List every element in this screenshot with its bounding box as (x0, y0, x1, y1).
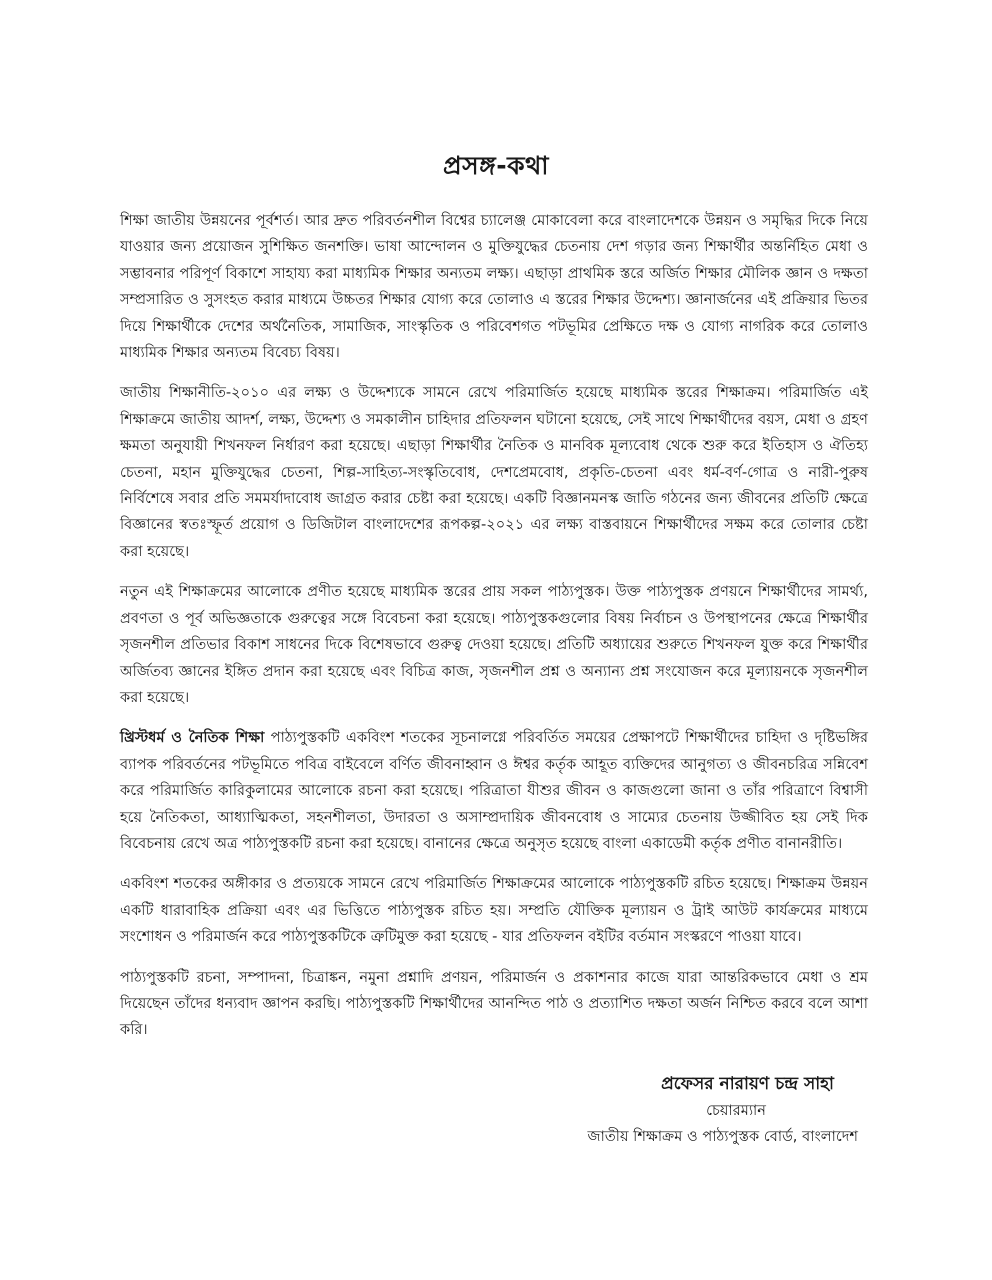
book-title-inline: খ্রিস্টধর্ম ও নৈতিক শিক্ষা (120, 729, 265, 747)
body-text (120, 208, 868, 1058)
paragraph-4-text: পাঠ্যপুস্তকটি একবিংশ শতকের সূচনালগ্নে পরিবর্তিত সময়ের প্রেক্ষাপটে শিক্ষার্থীদের চাহিদা ও দৃষ্টিভঙ্গির ব্যাপক পরিবর্তনের পটভূমিতে পবিত্র বাইবেলে বর্ণিত জীবনাহ্বান ও ঈশ্বর কর্তৃক আহূত ব্যক্তিদের আনুগত্য ও জীবনচরিত্র সন্নিবেশ করে পরিমার্জিত কারিকুলামের আলোকে রচনা করা হয়েছে। পরিত্রাতা যীশুর জীবন ও কাজগুলো জানা ও তাঁর পরিত্রাণে বিশ্বাসী হয়ে নৈতিকতা, আধ্যাত্মিকতা, সহনশীলতা, উদারতা ও অসাম্প্রদায়িক জীবনবোধ ও সাম্যের চেতনায় উজ্জীবিত হয় সেই দিক বিবেচনায় রেখে অত্র পাঠ্যপুস্তকটি রচনা করা হয়েছে। বানানের ক্ষেত্রে অনুসৃত হয়েছে বাংলা একাডেমী কর্তৃক প্রণীত বানানরীতি। (120, 729, 868, 852)
paragraph-5: একবিংশ শতকের অঙ্গীকার ও প্রত্যয়কে সামনে রেখে পরিমার্জিত শিক্ষাক্রমের আলোকে পাঠ্যপুস্তকটি রচিত হয়েছে। শিক্ষাক্রম উন্নয়ন একটি ধারাবাহিক প্রক্রিয়া এবং এর ভিত্তিতে পাঠ্যপুস্তক রচিত হয়। সম্প্রতি যৌক্তিক মূল্যায়ন ও ট্রাই আউট কার্যক্রমের মাধ্যমে সংশোধন ও পরিমার্জন করে পাঠ্যপুস্তকটিকে ত্রুটিমুক্ত করা হয়েছে - যার প্রতিফলন বইটির বর্তমান সংস্করণে পাওয়া যাবে। (120, 875, 868, 946)
paragraph-3: নতুন এই শিক্ষাক্রমের আলোকে প্রণীত হয়েছে মাধ্যমিক স্তরের প্রায় সকল পাঠ্যপুস্তক। উক্ত পাঠ্যপুস্তক প্রণয়নে শিক্ষার্থীদের সামর্থ্য, প্রবণতা ও পূর্ব অভিজ্ঞতাকে গুরুত্বের সঙ্গে বিবেচনা করা হয়েছে। পাঠ্যপুস্তকগুলোর বিষয় নির্বাচন ও উপস্থাপনের ক্ষেত্রে শিক্ষার্থীর সৃজনশীল প্রতিভার বিকাশ সাধনের দিকে বিশেষভাবে গুরুত্ব দেওয়া হয়েছে। প্রতিটি অধ্যায়ের শুরুতে শিখনফল যুক্ত করে শিক্ষার্থীর অর্জিতব্য জ্ঞানের ইঙ্গিত প্রদান করা হয়েছে এবং বিচিত্র কাজ, সৃজনশীল প্রশ্ন ও অন্যান্য প্রশ্ন সংযোজন করে মূল্যায়নকে সৃজনশীল করা হয়েছে। (120, 583, 868, 706)
paragraph-4 (120, 725, 868, 857)
paragraph-2: জাতীয় শিক্ষানীতি-২০১০ এর লক্ষ্য ও উদ্দেশ্যকে সামনে রেখে পরিমার্জিত হয়েছে মাধ্যমিক স্তরের শিক্ষাক্রম। পরিমার্জিত এই শিক্ষাক্রমে জাতীয় আদর্শ, লক্ষ্য, উদ্দেশ্য ও সমকালীন চাহিদার প্রতিফলন ঘটানো হয়েছে, সেই সাথে শিক্ষার্থীদের বয়স, মেধা ও গ্রহণ ক্ষমতা অনুযায়ী শিখনফল নির্ধারণ করা হয়েছে। এছাড়া শিক্ষার্থীর নৈতিক ও মানবিক মূল্যবোধ থেকে শুরু করে ইতিহাস ও ঐতিহ্য চেতনা, মহান মুক্তিযুদ্ধের চেতনা, শিল্প-সাহিত্য-সংস্কৃতিবোধ, দেশপ্রেমবোধ, প্রকৃতি-চেতনা এবং ধর্ম-বর্ণ-গোত্র ও নারী-পুরুষ নির্বিশেষে সবার প্রতি সমমর্যাদাবোধ জাগ্রত করার চেষ্টা করা হয়েছে। একটি বিজ্ঞানমনস্ক জাতি গঠনের জন্য জীবনের প্রতিটি ক্ষেত্রে বিজ্ঞানের স্বতঃস্ফূর্ত প্রয়োগ ও ডিজিটাল বাংলাদেশের রূপকল্প-২০২১ এর লক্ষ্য বাস্তবায়নে শিক্ষার্থীদের সক্ষম করে তোলার চেষ্টা করা হয়েছে। (120, 384, 868, 560)
signatory-organization: জাতীয় শিক্ষাক্রম ও পাঠ্যপুস্তক বোর্ড, বাংলাদেশ (587, 1128, 858, 1145)
paragraph-6: পাঠ্যপুস্তকটি রচনা, সম্পাদনা, চিত্রাঙ্কন, নমুনা প্রশ্নাদি প্রণয়ন, পরিমার্জন ও প্রকাশনার কাজে যারা আন্তরিকভাবে মেধা ও শ্রম দিয়েছেন তাঁদের ধন্যবাদ জ্ঞাপন করছি। পাঠ্যপুস্তকটি শিক্ষার্থীদের আনন্দিত পাঠ ও প্রত্যাশিত দক্ষতা অর্জন নিশ্চিত করবে বলে আশা করি। (120, 968, 868, 1039)
signatory-name: প্রফেসর নারায়ণ চন্দ্র সাহা (661, 1074, 834, 1094)
signature-block (458, 1070, 858, 1150)
page-title: প্রসঙ্গ-কথা (442, 151, 550, 180)
paragraph-1: শিক্ষা জাতীয় উন্নয়নের পূর্বশর্ত। আর দ্রুত পরিবর্তনশীল বিশ্বের চ্যালেঞ্জ মোকাবেলা করে বাংলাদেশকে উন্নয়ন ও সমৃদ্ধির দিকে নিয়ে যাওয়ার জন্য প্রয়োজন সুশিক্ষিত জনশক্তি। ভাষা আন্দোলন ও মুক্তিযুদ্ধের চেতনায় দেশ গড়ার জন্য শিক্ষার্থীর অন্তর্নিহিত মেধা ও সম্ভাবনার পরিপূর্ণ বিকাশে সাহায্য করা মাধ্যমিক শিক্ষার অন্যতম লক্ষ্য। এছাড়া প্রাথমিক স্তরে অর্জিত শিক্ষার মৌলিক জ্ঞান ও দক্ষতা সম্প্রসারিত ও সুসংহত করার মাধ্যমে উচ্চতর শিক্ষার যোগ্য করে তোলাও এ স্তরের শিক্ষার উদ্দেশ্য। জ্ঞানার্জনের এই প্রক্রিয়ার ভিতর দিয়ে শিক্ষার্থীকে দেশের অর্থনৈতিক, সামাজিক, সাংস্কৃতিক ও পরিবেশগত পটভূমির প্রেক্ষিতে দক্ষ ও যোগ্য নাগরিক করে তোলাও মাধ্যমিক শিক্ষার অন্যতম বিবেচ্য বিষয়। (120, 212, 868, 362)
signatory-role: চেয়ারম্যান (706, 1102, 766, 1119)
